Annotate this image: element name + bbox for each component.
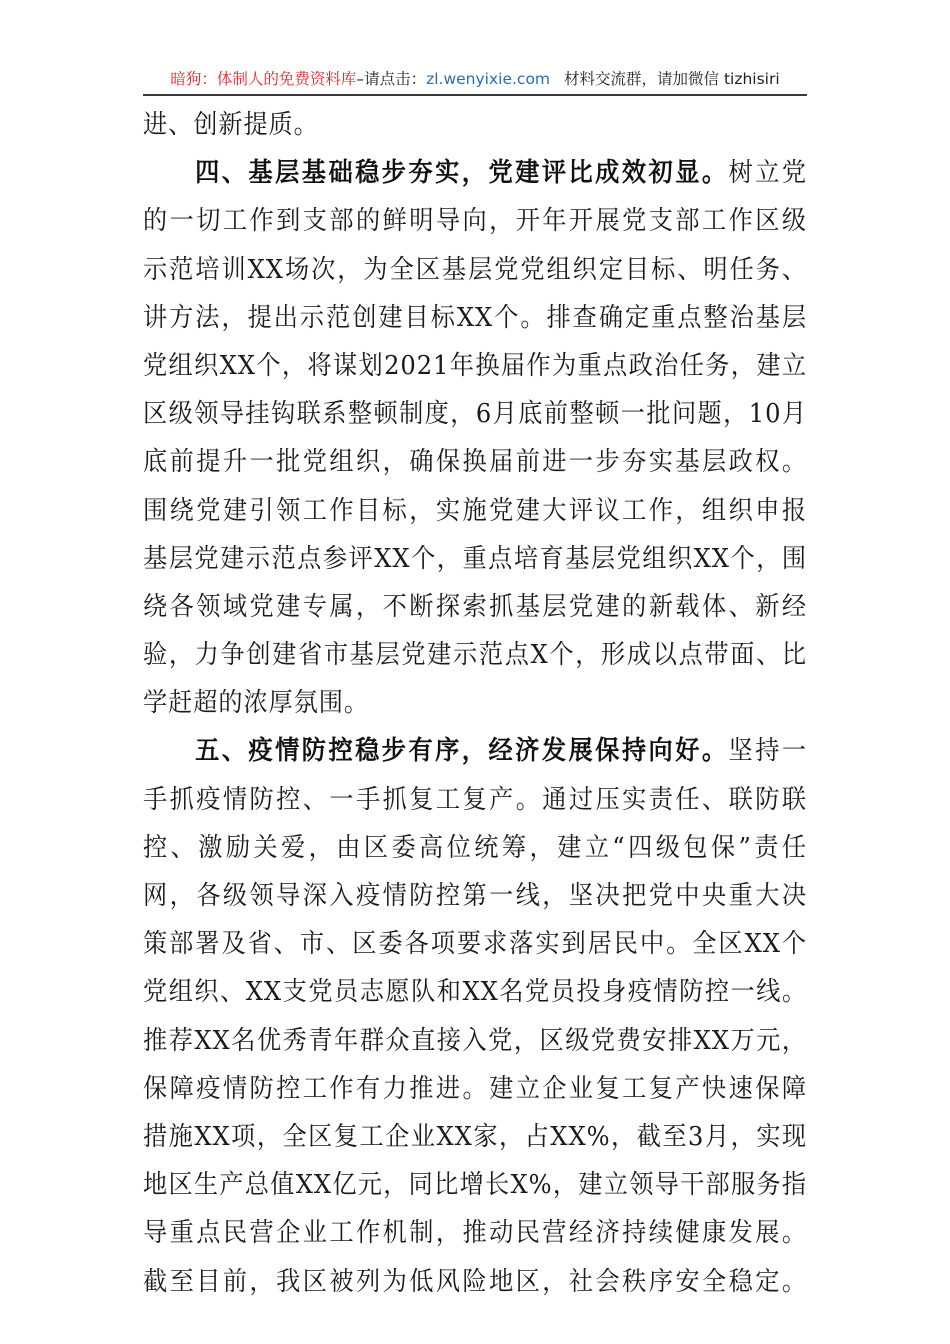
text-line: 底前提升一批党组织，确保换届前进一步夯实基层政权。 <box>143 447 808 478</box>
text-line: 地区生产总值XX亿元，同比增长X%，建立领导干部服务指 <box>143 1170 808 1201</box>
text-line: 手抓疫情防控、一手抓复工复产。通过压实责任、联防联 <box>143 784 808 815</box>
header-divider <box>143 94 807 96</box>
text-line: 党组织XX个，将谋划2021年换届作为重点政治任务，建立 <box>143 350 808 381</box>
text-line: 措施XX项，全区复工企业XX家，占XX%，截至3月，实现 <box>143 1121 808 1152</box>
header-brand: 暗狗：体制人的免费资料库 <box>170 70 357 88</box>
text-line: 绕各领域党建专属，不断探索抓基层党建的新载体、新经 <box>143 591 808 622</box>
section-heading-5: 五、疫情防控稳步有序，经济发展保持向好。 <box>195 736 729 767</box>
section-heading-line: 五、疫情防控稳步有序，经济发展保持向好。坚持一 <box>195 736 808 767</box>
header-link[interactable]: zl.wenyixie.com <box>426 70 551 88</box>
text-line: 截至目前，我区被列为低风险地区，社会秩序安全稳定。 <box>143 1266 808 1297</box>
text-line: 控、激励关爱，由区委高位统筹，建立“四级包保”责任 <box>143 832 808 863</box>
text-line: 基层党建示范点参评XX个，重点培育基层党组织XX个，围 <box>143 543 808 574</box>
text-line: 导重点民营企业工作机制，推动民营经济持续健康发展。 <box>143 1218 808 1249</box>
text-line: 进、创新提质。 <box>143 110 319 140</box>
text-line: 示范培训XX场次，为全区基层党党组织定目标、明任务、 <box>143 254 808 285</box>
page-header <box>143 66 807 92</box>
text-line: 党组织、XX支党员志愿队和XX名党员投身疫情防控一线。 <box>143 977 808 1008</box>
text-line: 讲方法，提出示范创建目标XX个。排查确定重点整治基层 <box>143 302 808 333</box>
text-line: 策部署及省、市、区委各项要求落实到居民中。全区XX个 <box>143 929 808 960</box>
text-line: 学赶超的浓厚氛围。 <box>143 688 370 719</box>
section-heading-4: 四、基层基础稳步夯实，党建评比成效初显。 <box>195 158 729 189</box>
header-group-info: 材料交流群，请加微信 tizhisiri <box>564 70 780 88</box>
text-line: 推荐XX名优秀青年群众直接入党，区级党费安排XX万元， <box>143 1025 808 1056</box>
header-click-prompt: –请点击： <box>356 70 427 88</box>
text-line: 区级领导挂钩联系整顿制度，6月底前整顿一批问题，10月 <box>143 399 808 430</box>
document-body <box>143 101 807 1306</box>
text-line: 围绕党建引领工作目标，实施党建大评议工作，组织申报 <box>143 495 808 526</box>
section-heading-line: 四、基层基础稳步夯实，党建评比成效初显。树立党 <box>195 158 808 189</box>
text-line: 验，力争创建省市基层党建示范点X个，形成以点带面、比 <box>143 640 808 671</box>
text-line: 的一切工作到支部的鲜明导向，开年开展党支部工作区级 <box>143 206 808 237</box>
text-line: 保障疫情防控工作有力推进。建立企业复工复产快速保障 <box>143 1073 808 1104</box>
text-line: 网，各级领导深入疫情防控第一线，坚决把党中央重大决 <box>143 881 808 911</box>
